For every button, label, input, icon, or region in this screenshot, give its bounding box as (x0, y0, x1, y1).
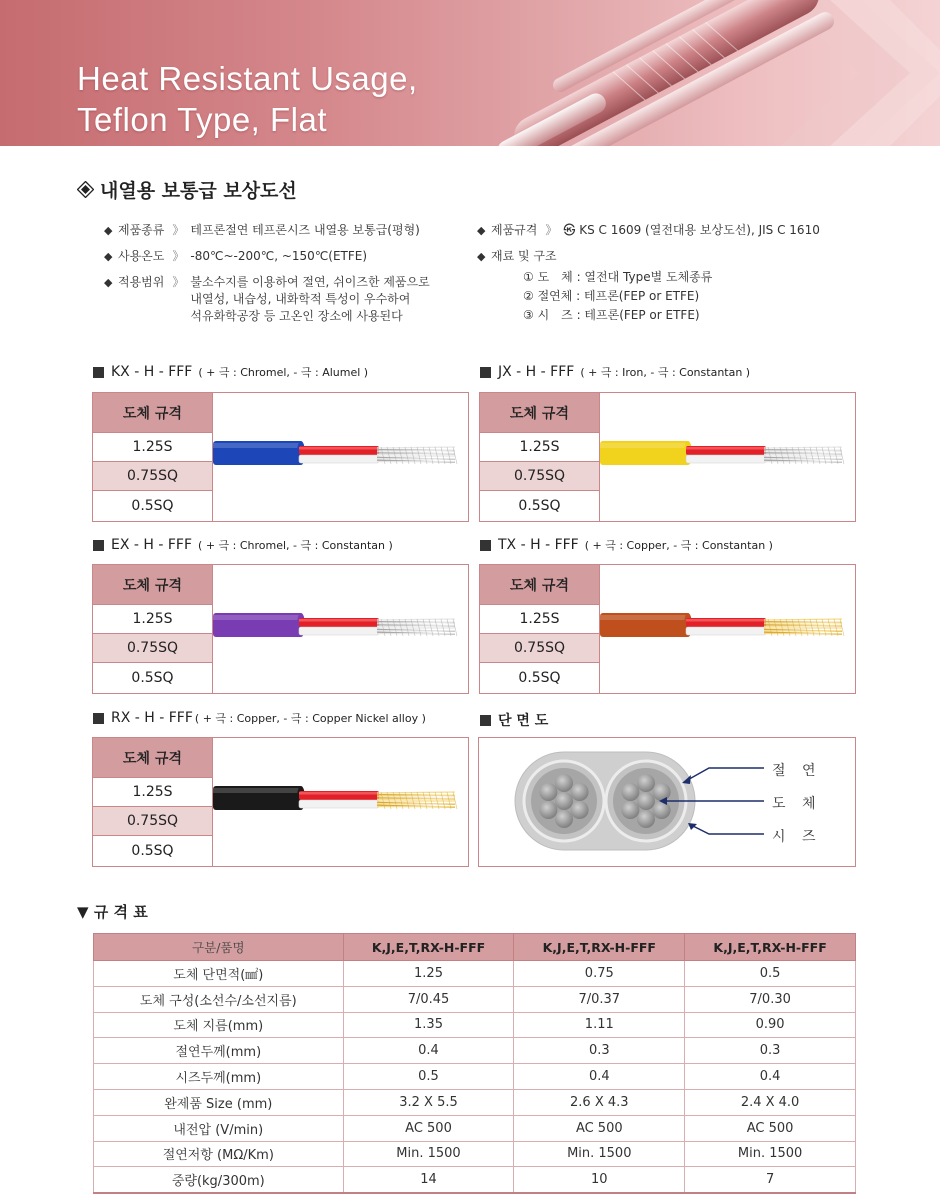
spec-header: 도체 규격 (93, 393, 212, 433)
info-value-line: 테프론절연 테프론시즈 내열용 보통급(평형) (190, 223, 420, 237)
table-cell: 3.2 X 5.5 (343, 1089, 514, 1115)
diamond-bullet-icon (77, 181, 94, 198)
product-name: KX - H - FFF (111, 364, 193, 380)
product-title-tx (480, 537, 773, 553)
table-row (94, 1141, 856, 1167)
product-title-kx (93, 364, 368, 380)
spec-cell: 0.5SQ (518, 669, 561, 686)
info-value-line: 석유화학공장 등 고온인 장소에 사용된다 (190, 309, 403, 323)
table-cell: Min. 1500 (343, 1141, 514, 1167)
row-label: 시즈두께(mm) (94, 1064, 344, 1090)
info-value-line: 내열성, 내습성, 내화학적 특성이 우수하여 (190, 292, 411, 306)
product-note: ( + 극 : Copper, - 극 : Copper Nickel alloy ) (194, 712, 426, 725)
product-note: ( + 극 : Chromel, - 극 : Constantan ) (198, 539, 393, 552)
column-header: 구분/품명 (94, 934, 344, 961)
material-item: ③ 시 즈 : 테프론(FEP or ETFE) (523, 308, 700, 322)
product-title-jx (480, 364, 750, 380)
square-bullet-icon (480, 715, 491, 726)
column-header: K,J,E,T,RX-H-FFF (514, 934, 685, 961)
info-label: 제품종류 (118, 223, 165, 237)
table-cell: AC 500 (514, 1115, 685, 1141)
spec-cell: 0.75SQ (93, 634, 212, 663)
product-note: ( + 극 : Copper, - 극 : Constantan ) (584, 539, 773, 552)
table-cell: 0.4 (685, 1064, 856, 1090)
square-bullet-icon (480, 540, 491, 551)
table-row (94, 961, 856, 987)
table-cell: Min. 1500 (514, 1141, 685, 1167)
info-right (477, 222, 820, 325)
info-value (190, 248, 367, 265)
diamond-bullet-icon: ◆ (104, 224, 113, 237)
table-cell: 10 (514, 1167, 685, 1193)
spec-cell: 0.75SQ (93, 462, 212, 491)
info-value (190, 274, 429, 325)
product-name: TX - H - FFF (498, 537, 579, 553)
table-cell: 0.3 (514, 1038, 685, 1064)
table-cell: 0.75 (514, 961, 685, 987)
info-value-line: -80℃~-200℃, ~150℃(ETFE) (190, 249, 368, 263)
cross-section-box (478, 737, 856, 867)
wire-image-ex (213, 605, 469, 655)
spec-cell: 1.25S (93, 605, 212, 634)
table-cell: 1.11 (514, 1012, 685, 1038)
table-cell: AC 500 (343, 1115, 514, 1141)
spec-cell: 0.5SQ (131, 669, 174, 686)
row-label: 도체 단면적(㎟) (94, 961, 344, 987)
table-body (94, 961, 856, 1193)
label-insulation: 절 연 (772, 763, 822, 779)
info-label: 재료 및 구조 (491, 249, 557, 263)
arrow-icon: 》 (172, 275, 185, 289)
table-row (94, 1089, 856, 1115)
page-title-text: 내열용 보통급 보상도선 (100, 180, 297, 202)
info-left (104, 222, 430, 334)
spec-header: 도체 규격 (93, 738, 212, 778)
spec-cell: 1.25S (93, 778, 212, 807)
table-cell: 0.4 (343, 1038, 514, 1064)
info-row-material (477, 248, 820, 265)
page-title (77, 176, 297, 203)
cable-photo-graphic (420, 0, 940, 146)
table-header-row (94, 934, 856, 961)
spec-column (93, 738, 213, 866)
table-cell: 14 (343, 1167, 514, 1193)
wire-image-rx (213, 778, 469, 828)
spec-table-heading-text: 규 격 표 (93, 903, 148, 921)
row-label: 중량(kg/300m) (94, 1167, 344, 1193)
diamond-bullet-icon: ◆ (477, 250, 486, 263)
row-label: 도체 구성(소선수/소선지름) (94, 986, 344, 1012)
table-row (94, 1167, 856, 1193)
arrow-icon: 》 (545, 223, 558, 237)
info-label: 제품규격 (491, 223, 538, 237)
table-cell: 0.4 (514, 1064, 685, 1090)
column-header: K,J,E,T,RX-H-FFF (343, 934, 514, 961)
product-title-ex (93, 537, 393, 553)
info-label: 사용온도 (118, 249, 165, 263)
column-header: K,J,E,T,RX-H-FFF (685, 934, 856, 961)
product-note: ( + 극 : Iron, - 극 : Constantan ) (580, 366, 751, 379)
table-cell: 7/0.45 (343, 986, 514, 1012)
info-label: 적용범위 (118, 275, 165, 289)
material-item: ① 도 체 : 열전대 Type별 도체종류 (523, 270, 713, 284)
table-cell: 2.4 X 4.0 (685, 1089, 856, 1115)
spec-cell: 1.25S (480, 605, 599, 634)
diamond-bullet-icon: ◆ (104, 276, 113, 289)
banner-title-line-1: Heat Resistant Usage, (77, 60, 418, 97)
table-cell: 0.5 (343, 1064, 514, 1090)
table-row (94, 1012, 856, 1038)
square-bullet-icon (93, 540, 104, 551)
cross-section-title-text: 단 면 도 (498, 713, 549, 729)
spec-column (93, 565, 213, 693)
wire-image-tx (600, 605, 856, 655)
square-bullet-icon (93, 713, 104, 724)
spec-cell: 0.5SQ (131, 497, 174, 514)
spec-table (93, 933, 856, 1194)
spec-column (480, 565, 600, 693)
info-value-line: 불소수지를 이용하여 절연, 쉬이즈한 제품으로 (190, 275, 430, 289)
product-box-ex (92, 564, 469, 694)
square-bullet-icon (93, 367, 104, 378)
info-row-temp (104, 248, 430, 265)
info-row-standard (477, 222, 820, 239)
table-cell: Min. 1500 (685, 1141, 856, 1167)
info-value (190, 222, 419, 239)
diamond-bullet-icon: ◆ (477, 224, 486, 237)
table-row (94, 1064, 856, 1090)
spec-column (93, 393, 213, 521)
product-name: EX - H - FFF (111, 537, 193, 553)
wire-image-kx (213, 433, 469, 483)
label-sheath: 시 즈 (772, 829, 822, 845)
table-row (94, 986, 856, 1012)
spec-table-heading (77, 901, 148, 922)
spec-header: 도체 규격 (93, 565, 212, 605)
row-label: 내전압 (V/min) (94, 1115, 344, 1141)
spec-cell: 1.25S (93, 433, 212, 462)
table-cell: 0.90 (685, 1012, 856, 1038)
spec-cell: 0.5SQ (518, 497, 561, 514)
material-list (477, 268, 820, 325)
arrow-icon: 》 (172, 223, 185, 237)
banner-title-line-2: Teflon Type, Flat (77, 101, 328, 138)
table-row (94, 1115, 856, 1141)
product-name: JX - H - FFF (498, 364, 575, 380)
product-box-kx (92, 392, 469, 522)
table-cell: 0.5 (685, 961, 856, 987)
spec-cell: 0.75SQ (480, 462, 599, 491)
table-row (94, 1038, 856, 1064)
spec-cell: 0.75SQ (93, 807, 212, 836)
header-banner (0, 0, 940, 146)
spec-column (480, 393, 600, 521)
material-item: ② 절연체 : 테프론(FEP or ETFE) (523, 289, 700, 303)
table-cell: 7/0.30 (685, 986, 856, 1012)
spec-cell: 1.25S (480, 433, 599, 462)
table-cell: 2.6 X 4.3 (514, 1089, 685, 1115)
row-label: 완제품 Size (mm) (94, 1089, 344, 1115)
table-cell: 7/0.37 (514, 986, 685, 1012)
row-label: 절연저항 (MΩ/Km) (94, 1141, 344, 1167)
spec-cell: 0.5SQ (131, 842, 174, 859)
wire-image-jx (600, 433, 856, 483)
table-cell: AC 500 (685, 1115, 856, 1141)
arrow-icon: 》 (172, 249, 185, 263)
product-box-rx (92, 737, 469, 867)
row-label: 절연두께(mm) (94, 1038, 344, 1064)
product-note: ( + 극 : Chromel, - 극 : Alumel ) (198, 366, 369, 379)
product-title-rx (93, 710, 426, 726)
row-label: 도체 지름(mm) (94, 1012, 344, 1038)
table-cell: 0.3 (685, 1038, 856, 1064)
info-value: ㉿ KS C 1609 (열전대용 보상도선), JIS C 1610 (563, 223, 820, 237)
square-bullet-icon (480, 367, 491, 378)
product-name: RX - H - FFF (111, 710, 193, 726)
spec-header: 도체 규격 (480, 393, 599, 433)
product-box-jx (479, 392, 856, 522)
table-cell: 1.25 (343, 961, 514, 987)
table-cell: 7 (685, 1167, 856, 1193)
triangle-down-icon: ▼ (77, 903, 89, 921)
spec-cell: 0.75SQ (480, 634, 599, 663)
product-box-tx (479, 564, 856, 694)
diamond-bullet-icon: ◆ (104, 250, 113, 263)
cross-section-title (480, 710, 548, 730)
table-cell: 1.35 (343, 1012, 514, 1038)
info-row-scope (104, 274, 430, 325)
spec-header: 도체 규격 (480, 565, 599, 605)
info-row-type (104, 222, 430, 239)
label-conductor: 도 체 (772, 796, 822, 812)
